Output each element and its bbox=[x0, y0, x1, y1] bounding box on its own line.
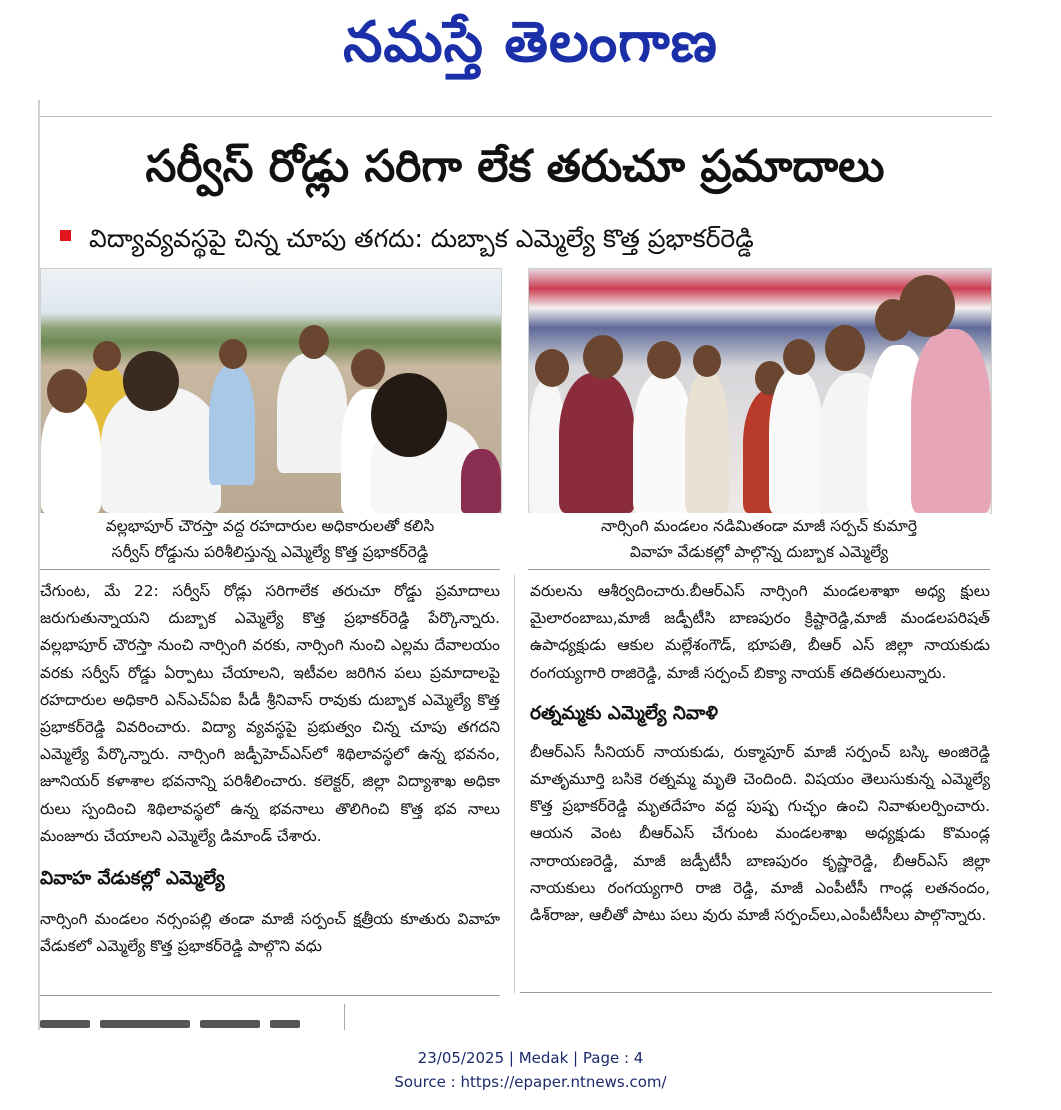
caption-line: వివాహ వేడుకల్లో పాల్గొన్న దుబ్బాక ఎమ్మెల్యే bbox=[629, 543, 889, 561]
column-divider bbox=[514, 575, 515, 993]
next-article-fragment bbox=[100, 1020, 190, 1028]
photo-road-inspection bbox=[40, 268, 502, 514]
footer-date-line: 23/05/2025 | Medak | Page : 4 bbox=[417, 1049, 644, 1067]
article-column-right bbox=[530, 578, 990, 929]
photo-caption bbox=[40, 513, 500, 570]
article-headline: సర్వీస్ రోడ్లు సరిగా లేక తరుచూ ప్రమాదాలు bbox=[145, 141, 885, 192]
body-paragraph: బీఆర్‌ఎస్ సీనియర్ నాయకుడు, రుక్మాపూర్ మాజీ సర్పంచ్ బస్కి అంజిరెడ్డి మాతృమూర్తి బసికె రత్నమ్మ మృతి చెందింది. విషయం తెలుసుకున్న ఎమ్మెల్యే కొత్త ప్రభాకర్‌రెడ్డి మృతదేహం వద్ద పుష్ప గుచ్ఛం ఉంచి నివాళులర్పించారు. ఆయన వెంట బీఆర్‌ఎస్ చేగుంట మండలశాఖ అధ్యక్షుడు కొమండ్ల నారాయణరెడ్డి, మాజీ జడ్పీటీసీ బాణపురం కృష్ణారెడ్డి, బీఆర్‌ఎస్ జిల్లా నాయకులు రంగయ్యగారి రాజి రెడ్డి, మాజీ ఎంపీటీసీ గాండ్ల లతనందం, డిశ్‌రాజు, ఆలీతో పాటు పలు వురు మాజీ సర్పంచ్‌లు,ఎంపీటీసీలు పాల్గొన్నారు. bbox=[530, 742, 990, 925]
caption-line: నార్సింగి మండలం నడిమితండా మాజీ సర్పచ్ కుమార్తె bbox=[600, 517, 918, 535]
next-article-fragment bbox=[200, 1020, 260, 1028]
article-subheadline bbox=[60, 218, 995, 260]
top-divider bbox=[40, 116, 992, 117]
next-article-fragment bbox=[40, 1020, 90, 1028]
subheadline-text: విద్యావ్యవస్థపై చిన్న చూపు తగదు: దుబ్బాక ఎమ్మెల్యే కొత్త ప్రభాకర్‌రెడ్డి bbox=[89, 224, 754, 253]
body-paragraph: నార్సింగి మండలం నర్సంపల్లి తండా మాజీ సర్పంచ్ క్షత్రీయ కూతురు వివాహ వేడుకలో ఎమ్మెల్యే కొత్త ప్రభాకర్‌రెడ్డి పాల్గొని వధు bbox=[40, 910, 500, 956]
next-article-fragment bbox=[270, 1020, 300, 1028]
footer-source-link[interactable]: Source : https://epaper.ntnews.com/ bbox=[394, 1073, 667, 1091]
section-heading: రత్నమ్మకు ఎమ్మెల్యే నివాళి bbox=[530, 702, 718, 724]
body-paragraph: చేగుంట, మే 22: సర్వీస్ రోడ్లు సరిగాలేక తరుచూ రోడ్డు ప్రమాదాలు జరుగుతున్నాయని దుబ్బాక ఎమ్మెల్యే కొత్త ప్రభాకర్‌రెడ్డి పేర్కొన్నారు. వల్లభాపూర్ చౌరస్తా నుంచి నార్సింగి వరకు, నార్సింగి నుంచి ఎల్లమ దేవాలయం వరకు సర్వీస్ రోడ్డు ఏర్పాటు చేయాలని, ఇటీవల జరిగిన పలు ప్రమాదాలపై రహదారుల అధికారి ఎన్‌ఎచ్‌ఏఐ పీడీ శ్రీనివాస్ రావుకు దుబ్బాక ఎమ్మెల్యే కొత్త ప్రభాకర్‌రెడ్డి వివరించారు. విద్యా వ్యవస్థపై ప్రభుత్వం చిన్న చూపు తగదని ఎమ్మెల్యే పేర్కొన్నారు. నార్సింగి జడ్పీహెచ్‌ఎస్‌లో శిథిలావస్థలో ఉన్న భవనం, జూనియర్ కళాశాల భవనాన్ని పరిశీలించారు. కలెక్టర్, జిల్లా విద్యాశాఖ అధికా రులు స్పందించి శిథిలావస్థలో ఉన్న భవనాలు తొలిగించి కొత్త భవ నాలు మంజూరు చేయాలని ఎమ్మెల్యే డిమాండ్ చేశారు. bbox=[40, 582, 500, 845]
masthead-title: నమస్తే తెలంగాణ bbox=[343, 9, 718, 75]
caption-line: సర్వీస్ రోడ్డును పరిశీలిస్తున్న ఎమ్మెల్యే కొత్త ప్రభాకర్‌రెడ్డి bbox=[111, 543, 429, 561]
column-bottom-rule bbox=[40, 995, 500, 996]
body-paragraph: వరులను ఆశీర్వదించారు.బీఆర్‌ఎస్ నార్సింగి మండలశాఖా అధ్య క్షులు మైలారంబాబు,మాజీ జడ్పీటీసి బాణపురం క్రిష్టారెడ్డి,మాజీ మండలపరిషత్ ఉపాధ్యక్షుడు ఆకుల మల్లేశంగౌడ్, భూపతి, బీఆర్ ఎస్ జిల్లా నాయకుడు రంగయ్యగారి రాజిరెడ్డి, మాజీ సర్పంచ్ బిక్యా నాయక్ తదితరులున్నారు. bbox=[530, 582, 990, 682]
caption-line: వల్లభాపూర్ చౌరస్తా వద్ద రహదారుల అధికారులతో కలిసి bbox=[105, 517, 435, 535]
article-column-left bbox=[40, 578, 500, 960]
column-bottom-rule bbox=[520, 992, 992, 993]
photo-wedding bbox=[528, 268, 992, 514]
photo-caption bbox=[528, 513, 990, 570]
section-heading: వివాహ వేడుకల్లో ఎమ్మెల్యే bbox=[40, 868, 225, 890]
next-article-divider bbox=[344, 1004, 345, 1030]
red-bullet-icon bbox=[60, 230, 71, 241]
